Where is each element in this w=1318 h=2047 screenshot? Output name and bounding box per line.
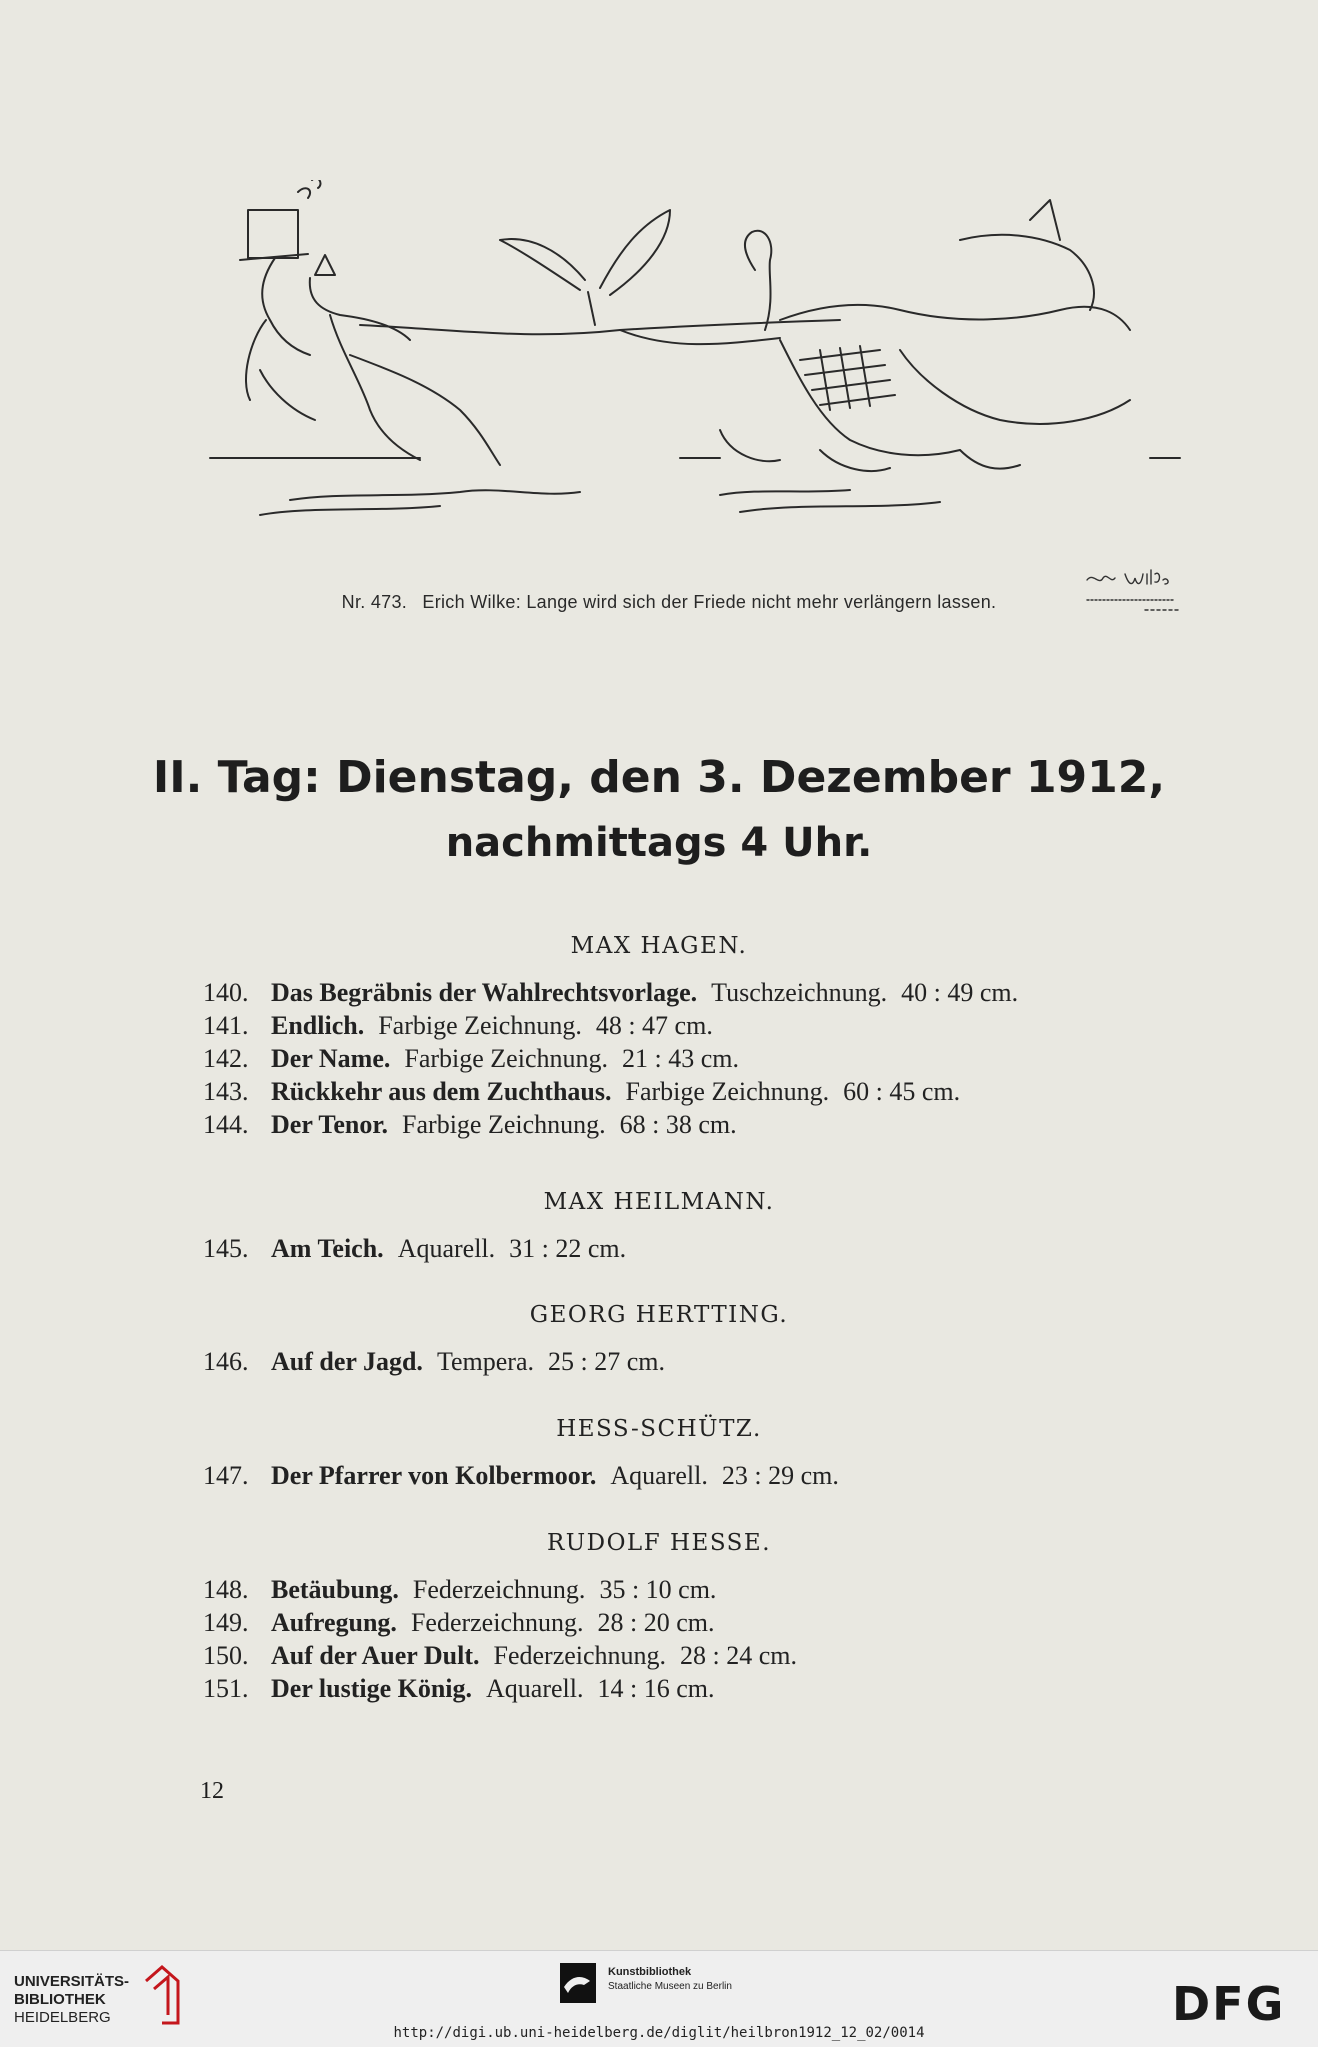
entry-title: Rückkehr aus dem Zuchthaus. [271, 1077, 612, 1106]
catalog-entry [203, 1011, 713, 1041]
catalog-entry [203, 1641, 797, 1671]
catalog-entry [203, 1044, 739, 1074]
entry-title: Aufregung. [271, 1608, 397, 1637]
kunstbibliothek-logo-icon[interactable] [560, 1963, 596, 2003]
entry-number: 141. [203, 1011, 249, 1040]
entry-technique: Farbige Zeichnung. [404, 1044, 608, 1073]
artist-name: HESS-SCHÜTZ. [556, 1416, 762, 1442]
entry-number: 148. [203, 1575, 249, 1604]
entry-title: Endlich. [271, 1011, 365, 1040]
entry-size: 14 : 16 cm. [597, 1674, 715, 1703]
entry-number: 140. [203, 978, 249, 1007]
entry-size: 21 : 43 cm. [621, 1044, 739, 1073]
entry-title: Der Name. [271, 1044, 391, 1073]
entry-number: 150. [203, 1641, 249, 1670]
time-heading: nachmittags 4 Uhr. [445, 820, 873, 866]
catalog-entry [203, 1347, 665, 1377]
catalog-entry [203, 1674, 715, 1704]
entry-title: Das Begräbnis der Wahlrechtsvorlage. [271, 978, 698, 1007]
entry-title: Der Tenor. [271, 1110, 389, 1139]
kb-line1: Kunstbibliothek [608, 1966, 692, 1978]
kunstbibliothek-label [608, 1965, 732, 1994]
entry-number: 144. [203, 1110, 249, 1139]
entry-technique: Federzeichnung. [493, 1641, 667, 1670]
caption-number: Nr. 473. [341, 592, 408, 612]
entry-technique: Aquarell. [397, 1234, 496, 1263]
ub-heidelberg-logo[interactable] [14, 1973, 129, 2027]
catalog-entry [203, 1234, 626, 1264]
catalog-entry [203, 1461, 839, 1491]
permalink-url[interactable]: http://digi.ub.uni-heidelberg.de/diglit/heilbron1912_12_02/0014 [393, 2025, 925, 2041]
entry-title: Auf der Auer Dult. [271, 1641, 480, 1670]
artist-name: GEORG HERTTING. [529, 1302, 789, 1328]
ub-mark-icon [140, 1961, 184, 2031]
entry-size: 48 : 47 cm. [595, 1011, 713, 1040]
ub-logo-line3: HEIDELBERG [14, 2009, 111, 2026]
entry-title: Betäubung. [271, 1575, 399, 1604]
entry-size: 28 : 20 cm. [597, 1608, 715, 1637]
entry-size: 23 : 29 cm. [721, 1461, 839, 1490]
entry-number: 142. [203, 1044, 249, 1073]
day-heading: II. Tag: Dienstag, den 3. Dezember 1912, [152, 752, 1166, 803]
catalog-entry [203, 1575, 716, 1605]
entry-size: 31 : 22 cm. [509, 1234, 627, 1263]
catalog-entry [203, 978, 1018, 1008]
ub-logo-line1: UNIVERSITÄTS- [14, 1973, 130, 1990]
catalog-entry [203, 1110, 737, 1140]
caption-text: Erich Wilke: Lange wird sich der Friede nicht mehr verlängern lassen. [422, 592, 997, 612]
entry-title: Am Teich. [271, 1234, 384, 1263]
entry-size: 68 : 38 cm. [619, 1110, 737, 1139]
catalog-entry [203, 1608, 714, 1638]
entry-number: 146. [203, 1347, 249, 1376]
entry-technique: Aquarell. [610, 1461, 708, 1490]
entry-size: 25 : 27 cm. [548, 1347, 666, 1376]
cartoon-illustration [200, 180, 1190, 620]
entry-title: Auf der Jagd. [271, 1347, 423, 1376]
illustration-caption [0, 592, 1318, 613]
ub-logo-line2: BIBLIOTHEK [14, 1991, 106, 2008]
entry-technique: Federzeichnung. [412, 1575, 586, 1604]
entry-technique: Tempera. [436, 1347, 535, 1376]
viewer-footer [0, 1950, 1318, 2047]
kb-line2: Staatliche Museen zu Berlin [608, 1981, 732, 1992]
page-number: 12 [200, 1778, 224, 1804]
entry-technique: Federzeichnung. [410, 1608, 584, 1637]
catalog-entry [203, 1077, 960, 1107]
entry-technique: Farbige Zeichnung. [402, 1110, 606, 1139]
entry-number: 149. [203, 1608, 249, 1637]
entry-title: Der lustige König. [271, 1674, 473, 1703]
entry-size: 35 : 10 cm. [599, 1575, 717, 1604]
entry-size: 40 : 49 cm. [901, 978, 1019, 1007]
entry-size: 28 : 24 cm. [680, 1641, 798, 1670]
entry-size: 60 : 45 cm. [843, 1077, 961, 1106]
entry-technique: Tuschzeichnung. [711, 978, 888, 1007]
entry-technique: Farbige Zeichnung. [625, 1077, 830, 1106]
artist-name: MAX HAGEN. [570, 933, 748, 959]
entry-title: Der Pfarrer von Kolbermoor. [271, 1461, 597, 1490]
dfg-logo[interactable]: DFG [1172, 1977, 1286, 2031]
entry-technique: Farbige Zeichnung. [378, 1011, 582, 1040]
entry-technique: Aquarell. [486, 1674, 584, 1703]
artist-name: RUDOLF HESSE. [546, 1530, 772, 1556]
entry-number: 145. [203, 1234, 249, 1263]
entry-number: 151. [203, 1674, 249, 1703]
artist-name: MAX HEILMANN. [543, 1189, 775, 1215]
entry-number: 143. [203, 1077, 249, 1106]
entry-number: 147. [203, 1461, 249, 1490]
